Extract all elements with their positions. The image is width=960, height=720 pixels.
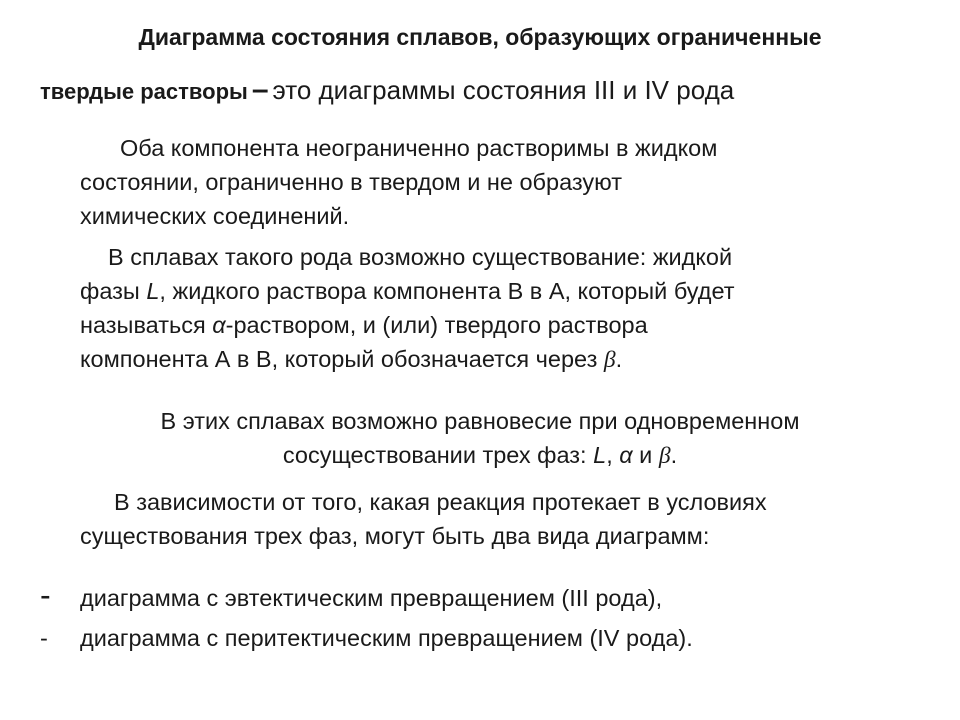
p4-line-1: В зависимости от того, какая реакция протекает в условиях [114,489,767,515]
symbol-alpha: α [212,312,226,338]
p1-line-1: Оба компонента неограниченно растворимы в жидком [120,135,718,161]
p2-line-1: В сплавах такого рода возможно существование: жидкой [108,244,733,270]
p3-text: и [632,442,659,468]
title-line-1: Диаграмма состояния сплавов, образующих ограниченные [138,24,822,50]
title-dash: – [251,73,269,106]
p2-text: . [615,346,623,372]
title-bold-part: твердые растворы [40,79,248,104]
p2-line-4 [80,342,735,377]
p3-text: . [670,442,678,468]
p2-line-3 [80,308,735,342]
p4-line-2: существования трех фаз, могут быть два вида диаграмм: [80,523,710,549]
symbol-beta: β [658,443,671,469]
list-dash: - [40,577,51,613]
p3-text: сосуществовании трех фаз: [282,442,594,468]
p3-text: , [606,442,620,468]
p1-line-2: состоянии, ограниченно в твердом и не образуют [80,169,623,195]
p2-text: , жидкого раствора компонента В в А, который будет [159,278,735,304]
list-item-eutectic [40,578,662,615]
p2-line-2 [80,274,735,308]
paragraph-phases [80,240,735,377]
list-item-peritectic [40,621,693,655]
p3-line-2 [0,438,960,473]
paragraph-reaction [80,485,767,553]
symbol-L: L [146,278,160,304]
p1-line-3: химических соединений. [80,203,350,229]
p2-text: называться [80,312,213,338]
symbol-L: L [593,442,607,468]
p2-text: -раствором, и (или) твердого раствора [225,312,648,338]
title-line-2 [40,74,940,108]
list-item-text: диаграмма с перитектическим превращением (IV рода). [80,625,693,651]
p2-text: фазы [80,278,147,304]
title-rest: это диаграммы состояния III и IV рода [272,75,735,105]
list-dash: - [40,625,48,651]
list-item-text: диаграмма с эвтектическим превращением (III рода), [80,585,663,611]
p2-text: компонента А в В, который обозначается через [80,346,604,372]
paragraph-components [80,131,717,233]
symbol-alpha: α [619,442,633,468]
paragraph-equilibrium [0,404,960,473]
p3-line-1: В этих сплавах возможно равновесие при одновременном [160,408,800,434]
symbol-beta: β [603,347,616,373]
